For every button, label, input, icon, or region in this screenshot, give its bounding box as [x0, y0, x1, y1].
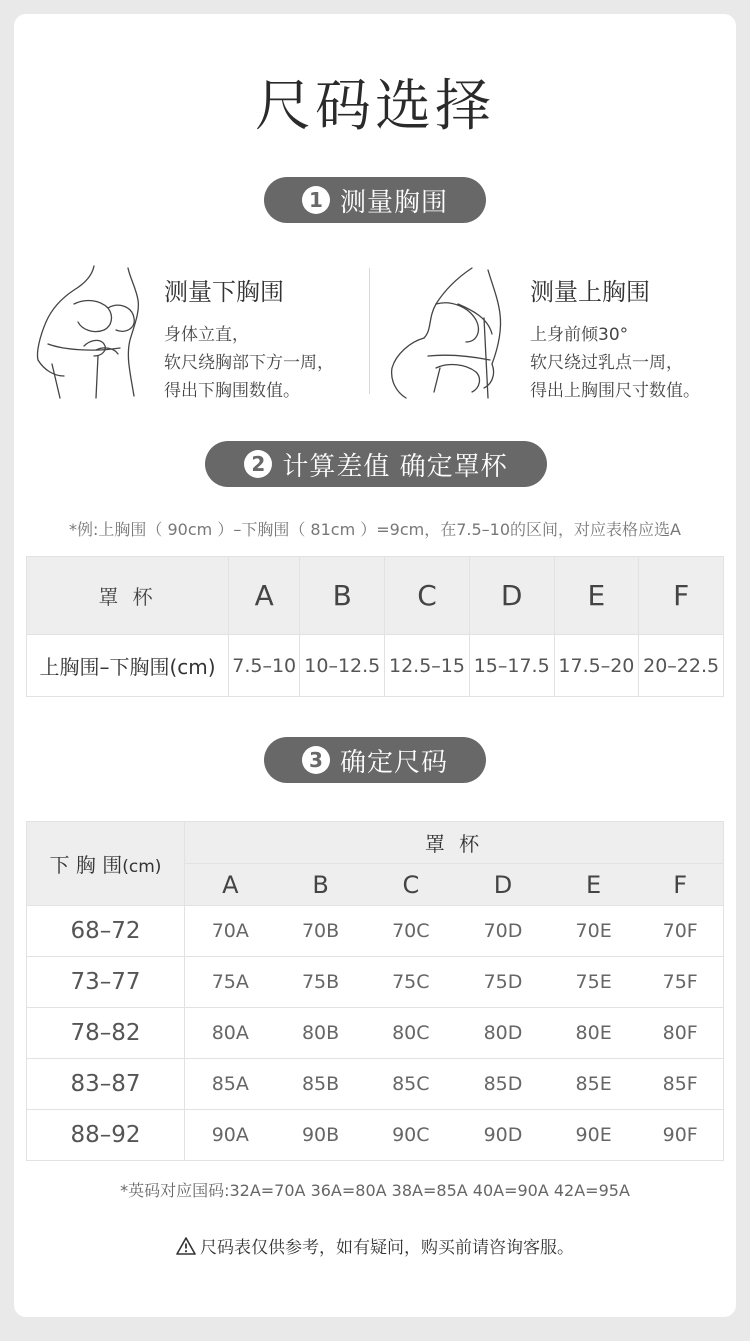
table-row [27, 957, 724, 1008]
cup-letter: D [469, 557, 554, 635]
size-cell: 90D [456, 1110, 550, 1161]
disclaimer [0, 1233, 750, 1258]
cup-table-header [27, 557, 724, 635]
band-range: 83–87 [27, 1059, 185, 1110]
size-cell: 70F [637, 906, 723, 957]
cup-letter: A [229, 557, 300, 635]
section-label: 计算差值 确定罩杯 [282, 451, 508, 482]
cup-table [26, 556, 724, 697]
cup-letter: E [554, 557, 639, 635]
size-cell: 70B [276, 906, 366, 957]
size-cell: 70A [185, 906, 276, 957]
size-cell: 85F [637, 1059, 723, 1110]
disclaimer-text: 尺码表仅供参考，如有疑问，购买前请咨询客服。 [200, 1238, 574, 1258]
size-cell: 90F [637, 1110, 723, 1161]
band-head [27, 822, 185, 906]
underbust-instructions [164, 272, 334, 405]
cup-letter: C [385, 557, 470, 635]
size-cell: 80C [366, 1008, 457, 1059]
band-unit: (cm) [122, 857, 162, 877]
range-cell: 15–17.5 [469, 635, 554, 697]
overbust-line: 得出上胸围尺寸数值。 [530, 381, 700, 401]
step-number: 2 [244, 450, 272, 478]
band-label: 下 胸 围 [49, 853, 123, 877]
range-cell: 7.5–10 [229, 635, 300, 697]
range-cell: 10–12.5 [300, 635, 385, 697]
section-label: 确定尺码 [339, 747, 448, 778]
cup-letter: A [185, 864, 276, 906]
band-range: 88–92 [27, 1110, 185, 1161]
size-cell: 80D [456, 1008, 550, 1059]
range-cell: 17.5–20 [554, 635, 639, 697]
size-cell: 85B [276, 1059, 366, 1110]
band-range: 78–82 [27, 1008, 185, 1059]
divider [369, 268, 370, 394]
size-table-header [27, 822, 724, 864]
size-cell: 80B [276, 1008, 366, 1059]
size-cell: 80A [185, 1008, 276, 1059]
overbust-line: 软尺绕过乳点一周， [530, 353, 683, 373]
size-cell: 80E [550, 1008, 637, 1059]
warning-icon [176, 1237, 196, 1255]
size-cell: 70D [456, 906, 550, 957]
size-cell: 90C [366, 1110, 457, 1161]
size-cell: 75C [366, 957, 457, 1008]
cup-head: 罩 杯 [185, 822, 724, 864]
section-1-header [264, 177, 486, 223]
underbust-line: 软尺绕胸部下方一周， [164, 353, 334, 373]
table-row [27, 906, 724, 957]
cup-letter: D [456, 864, 550, 906]
cup-letter: F [637, 864, 723, 906]
size-cell: 70E [550, 906, 637, 957]
size-cell: 75D [456, 957, 550, 1008]
cup-letter: E [550, 864, 637, 906]
step-number: 1 [302, 186, 330, 214]
band-range: 68–72 [27, 906, 185, 957]
size-cell: 90A [185, 1110, 276, 1161]
conversion-note: *英码对应国码:32A=70A 36A=80A 38A=85A 40A=90A 42A=95A [120, 1181, 630, 1200]
range-cell: 12.5–15 [385, 635, 470, 697]
range-cell: 20–22.5 [639, 635, 724, 697]
section-label: 测量胸围 [339, 187, 448, 218]
size-cell: 85D [456, 1059, 550, 1110]
overbust-instructions [530, 272, 700, 405]
cup-letter: B [300, 557, 385, 635]
size-table-body [27, 906, 724, 1161]
cup-table-row [27, 635, 724, 697]
section-3-header [264, 737, 486, 783]
size-cell: 75E [550, 957, 637, 1008]
difference-label: 上胸围–下胸围(cm) [27, 635, 229, 697]
cup-letter: B [276, 864, 366, 906]
example-text: *例:上胸围（ 90cm ）–下胸围（ 81cm ）=9cm，在7.5–10的区间，对应表格应选A [69, 520, 681, 539]
size-cell: 70C [366, 906, 457, 957]
table-row [27, 1059, 724, 1110]
size-cell: 75B [276, 957, 366, 1008]
size-cell: 75F [637, 957, 723, 1008]
size-cell: 90B [276, 1110, 366, 1161]
size-cell: 90E [550, 1110, 637, 1161]
underbust-line: 身体立直， [164, 325, 249, 345]
underbust-illustration [34, 264, 146, 400]
size-cell: 75A [185, 957, 276, 1008]
size-cell: 80F [637, 1008, 723, 1059]
cup-letter: F [639, 557, 724, 635]
overbust-line: 上身前倾30° [530, 325, 629, 345]
underbust-title: 测量下胸围 [164, 278, 284, 306]
table-row [27, 1110, 724, 1161]
step-number: 3 [302, 746, 330, 774]
page-title: 尺码选择 [255, 74, 495, 139]
size-table [26, 821, 724, 1161]
size-cell: 85E [550, 1059, 637, 1110]
cup-letter: C [366, 864, 457, 906]
size-cell: 85C [366, 1059, 457, 1110]
overbust-title: 测量上胸围 [530, 278, 650, 306]
band-range: 73–77 [27, 957, 185, 1008]
underbust-line: 得出下胸围数值。 [164, 381, 300, 401]
size-cell: 85A [185, 1059, 276, 1110]
cup-head-label: 罩 杯 [27, 557, 229, 635]
overbust-illustration [388, 264, 512, 400]
table-row [27, 1008, 724, 1059]
section-2-header [205, 441, 547, 487]
